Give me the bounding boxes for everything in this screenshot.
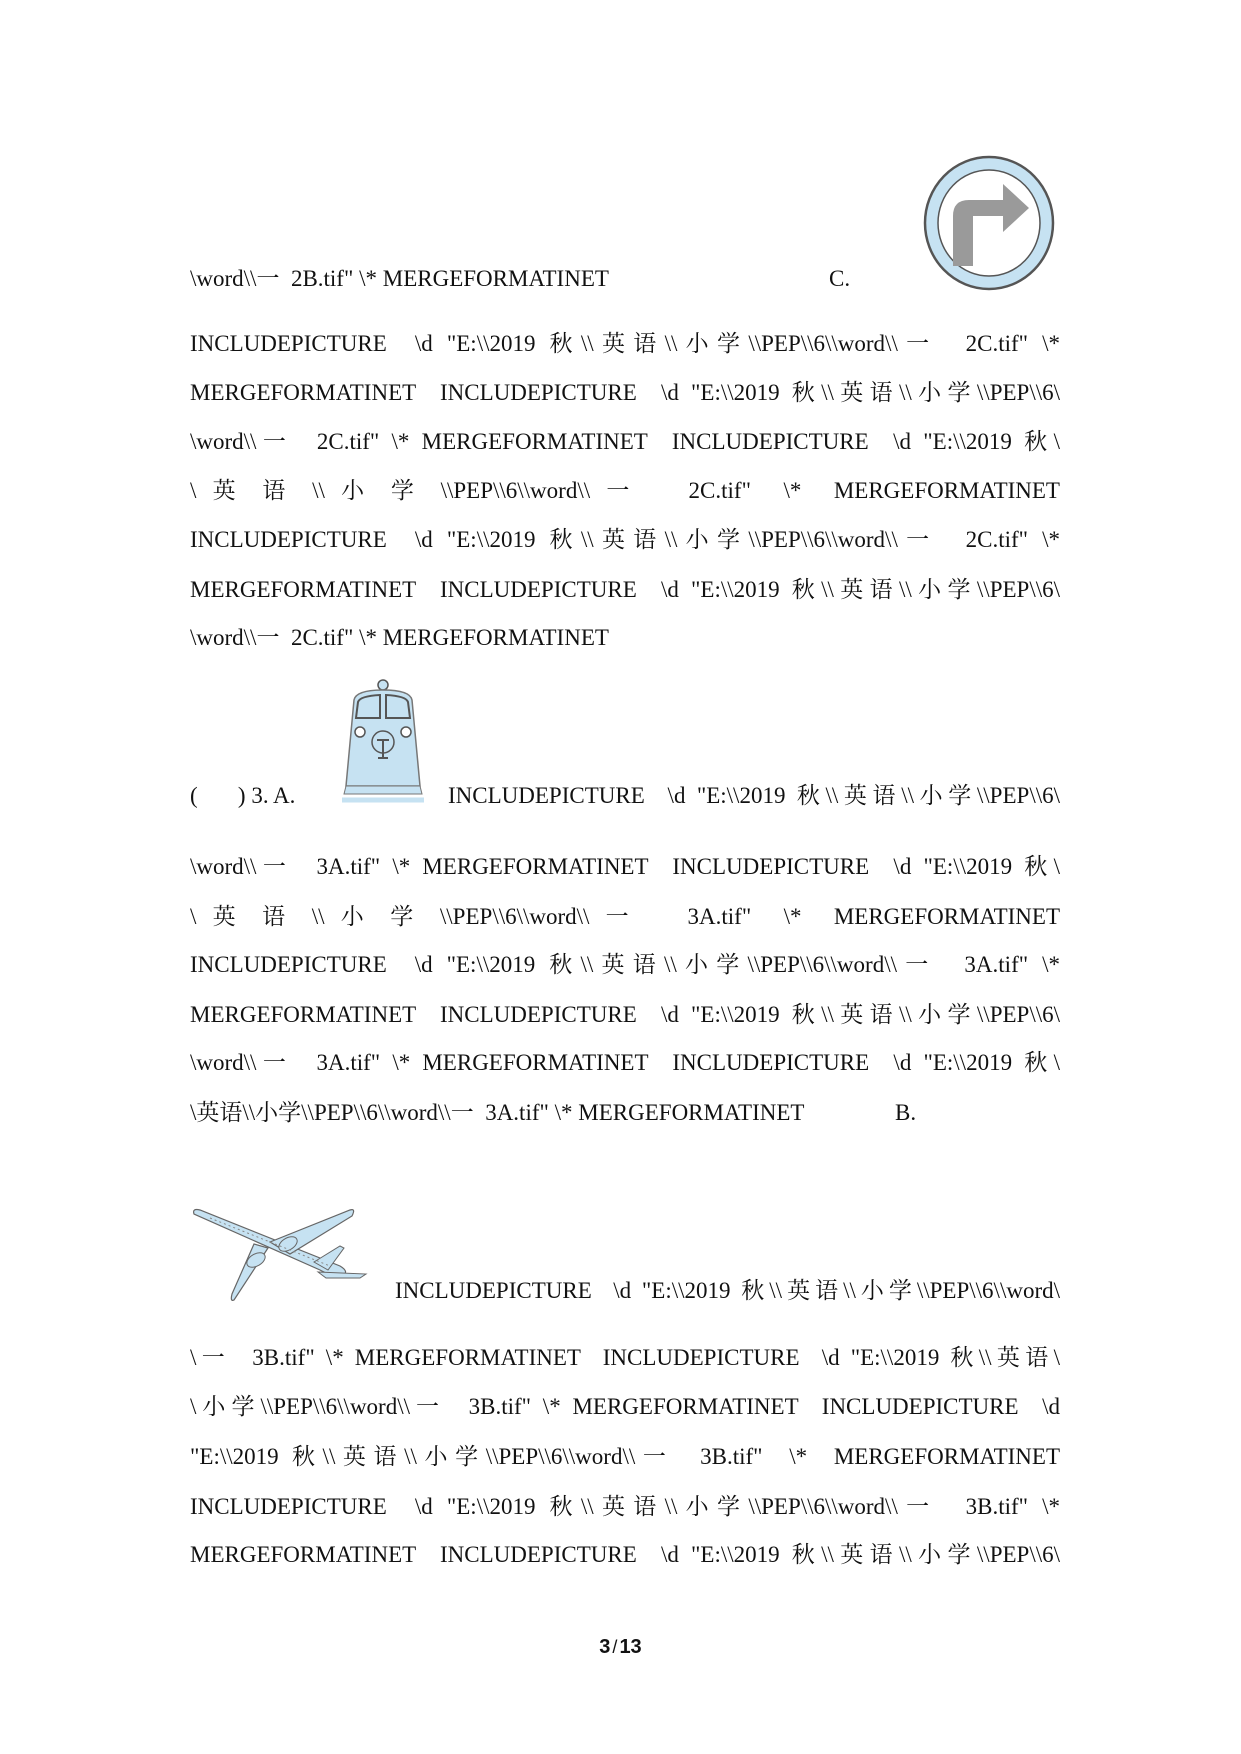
field-code-line: INCLUDEPICTURE \d "E:\\2019 秋\\英语\\小学\\PEP\\6\\word\\一 2C.tif" \*: [190, 527, 1060, 552]
train-picture: [340, 678, 426, 806]
field-code-line: \一 3B.tif" \* MERGEFORMATINET INCLUDEPICTURE \d "E:\\2019 秋\\英语\: [190, 1345, 1060, 1370]
field-code-line: MERGEFORMATINET INCLUDEPICTURE \d "E:\\2019 秋\\英语\\小学\\PEP\\6\: [190, 577, 1060, 602]
field-code-line: \英语\\小学\\PEP\\6\\word\\一 3A.tif" \* MERGEFORMATINET: [190, 1100, 805, 1125]
option-c-label: C.: [829, 266, 851, 291]
field-code-line: MERGEFORMATINET INCLUDEPICTURE \d "E:\\2019 秋\\英语\\小学\\PEP\\6\: [190, 1002, 1060, 1027]
field-code-line: MERGEFORMATINET INCLUDEPICTURE \d "E:\\2019 秋\\英语\\小学\\PEP\\6\: [190, 380, 1060, 405]
field-code-line: \word\\一 2B.tif" \* MERGEFORMATINET: [190, 266, 609, 291]
field-code-line: INCLUDEPICTURE \d "E:\\2019 秋\\英语\\小学\\PEP\\6\\word\: [395, 1278, 1060, 1303]
field-code-line: INCLUDEPICTURE \d "E:\\2019 秋\\英语\\小学\\PEP\\6\\word\\一 2C.tif" \*: [190, 331, 1060, 356]
field-code-line: \word\\一 2C.tif" \* MERGEFORMATINET INCLUDEPICTURE \d "E:\\2019 秋\: [190, 429, 1060, 454]
option-b-label: B.: [895, 1100, 917, 1125]
page-number: [0, 1636, 1241, 1659]
page-total: 13: [619, 1636, 642, 1658]
page-separator: /: [612, 1637, 618, 1657]
turn-right-sign-picture: [921, 154, 1057, 292]
field-code-line: INCLUDEPICTURE \d "E:\\2019 秋\\英语\\小学\\PEP\\6\: [448, 783, 1060, 808]
field-code-line: INCLUDEPICTURE \d "E:\\2019 秋\\英语\\小学\\PEP\\6\\word\\一 3B.tif" \*: [190, 1494, 1060, 1519]
field-code-line: "E:\\2019 秋\\英语\\小学\\PEP\\6\\word\\一 3B.tif" \* MERGEFORMATINET: [190, 1444, 1060, 1469]
field-code-line: \ 英 语 \\ 小 学 \\PEP\\6\\word\\ 一 3A.tif" \* MERGEFORMATINET: [190, 904, 1060, 929]
field-code-line: \word\\一 2C.tif" \* MERGEFORMATINET: [190, 625, 609, 650]
field-code-line: \word\\一 3A.tif" \* MERGEFORMATINET INCLUDEPICTURE \d "E:\\2019 秋\: [190, 1050, 1060, 1075]
field-code-line: \ 英 语 \\ 小 学 \\PEP\\6\\word\\ 一 2C.tif" \* MERGEFORMATINET: [190, 478, 1060, 503]
field-code-line: MERGEFORMATINET INCLUDEPICTURE \d "E:\\2019 秋\\英语\\小学\\PEP\\6\: [190, 1542, 1060, 1567]
page-current: 3: [599, 1636, 611, 1658]
question-3-label: ( ) 3. A.: [190, 783, 296, 808]
field-code-line: INCLUDEPICTURE \d "E:\\2019 秋\\英语\\小学\\PEP\\6\\word\\一 3A.tif" \*: [190, 952, 1060, 977]
airplane-picture: [190, 1204, 372, 1304]
field-code-line: \小学\\PEP\\6\\word\\一 3B.tif" \* MERGEFORMATINET INCLUDEPICTURE \d: [190, 1394, 1060, 1419]
field-code-line: \word\\一 3A.tif" \* MERGEFORMATINET INCLUDEPICTURE \d "E:\\2019 秋\: [190, 854, 1060, 879]
